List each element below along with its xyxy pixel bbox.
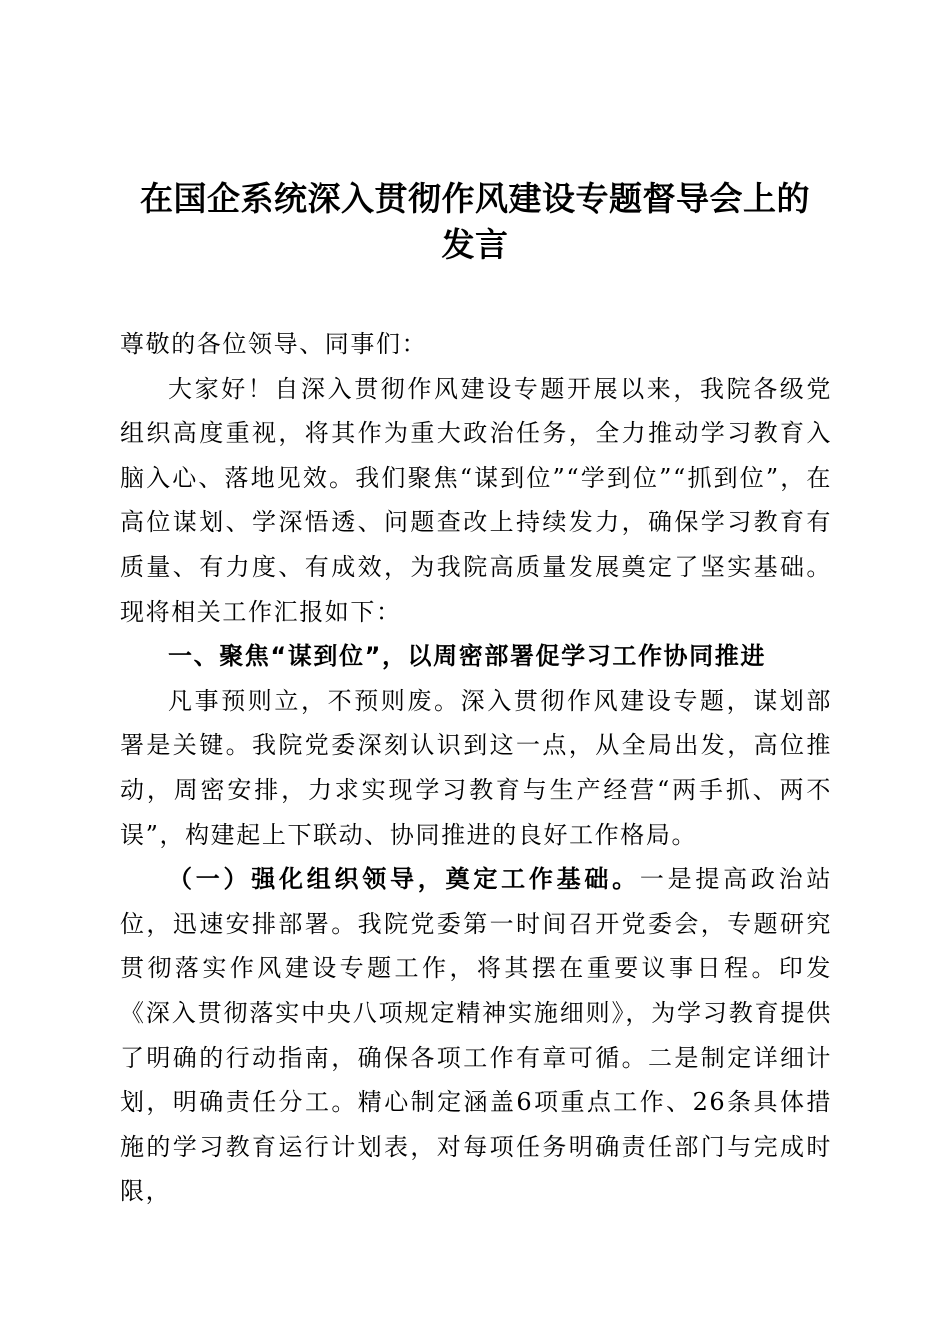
section-1-paragraph: 凡事预则立，不预则废。深入贯彻作风建设专题，谋划部署是关键。我院党委深刻认识到这一点，从全局出发，高位推动，周密安排，力求实现学习教育与生产经营“两手抓、两不误”，构建起上下联动、协同推进的良好工作格局。 — [120, 686, 832, 849]
document-body — [120, 322, 832, 1214]
title-line-1: 在国企系统深入贯彻作风建设专题督导会上的 — [140, 179, 810, 218]
salutation: 尊敬的各位领导、同事们： — [120, 330, 428, 358]
section-1-heading: 一、聚焦“谋到位”，以周密部署促学习工作协同推进 — [168, 642, 766, 671]
intro-paragraph: 大家好！自深入贯彻作风建设专题开展以来，我院各级党组织高度重视，将其作为重大政治任务，全力推动学习教育入脑入心、落地见效。我们聚焦“谋到位”“学到位”“抓到位”，在高位谋划、学深悟透、问题查改上持续发力，确保学习教育有质量、有力度、有成效，为我院高质量发展奠定了坚实基础。现将相关工作汇报如下： — [120, 374, 832, 626]
subsection-1-text: 一是提高政治站位，迅速安排部署。我院党委第一时间召开党委会，专题研究贯彻落实作风建设专题工作，将其摆在重要议事日程。印发《深入贯彻落实中央八项规定精神实施细则》，为学习教育提供了明确的行动指南，确保各项工作有章可循。二是制定详细计划，明确责任分工。精心制定涵盖6项重点工作、26条具体措施的学习教育运行计划表，对每项任务明确责任部门与完成时限， — [120, 865, 832, 1206]
subsection-1-paragraph — [120, 857, 832, 1214]
document-title — [100, 176, 850, 268]
title-line-2: 发言 — [441, 225, 509, 264]
subsection-1-heading: （一）强化组织领导，奠定工作基础。 — [168, 864, 640, 894]
